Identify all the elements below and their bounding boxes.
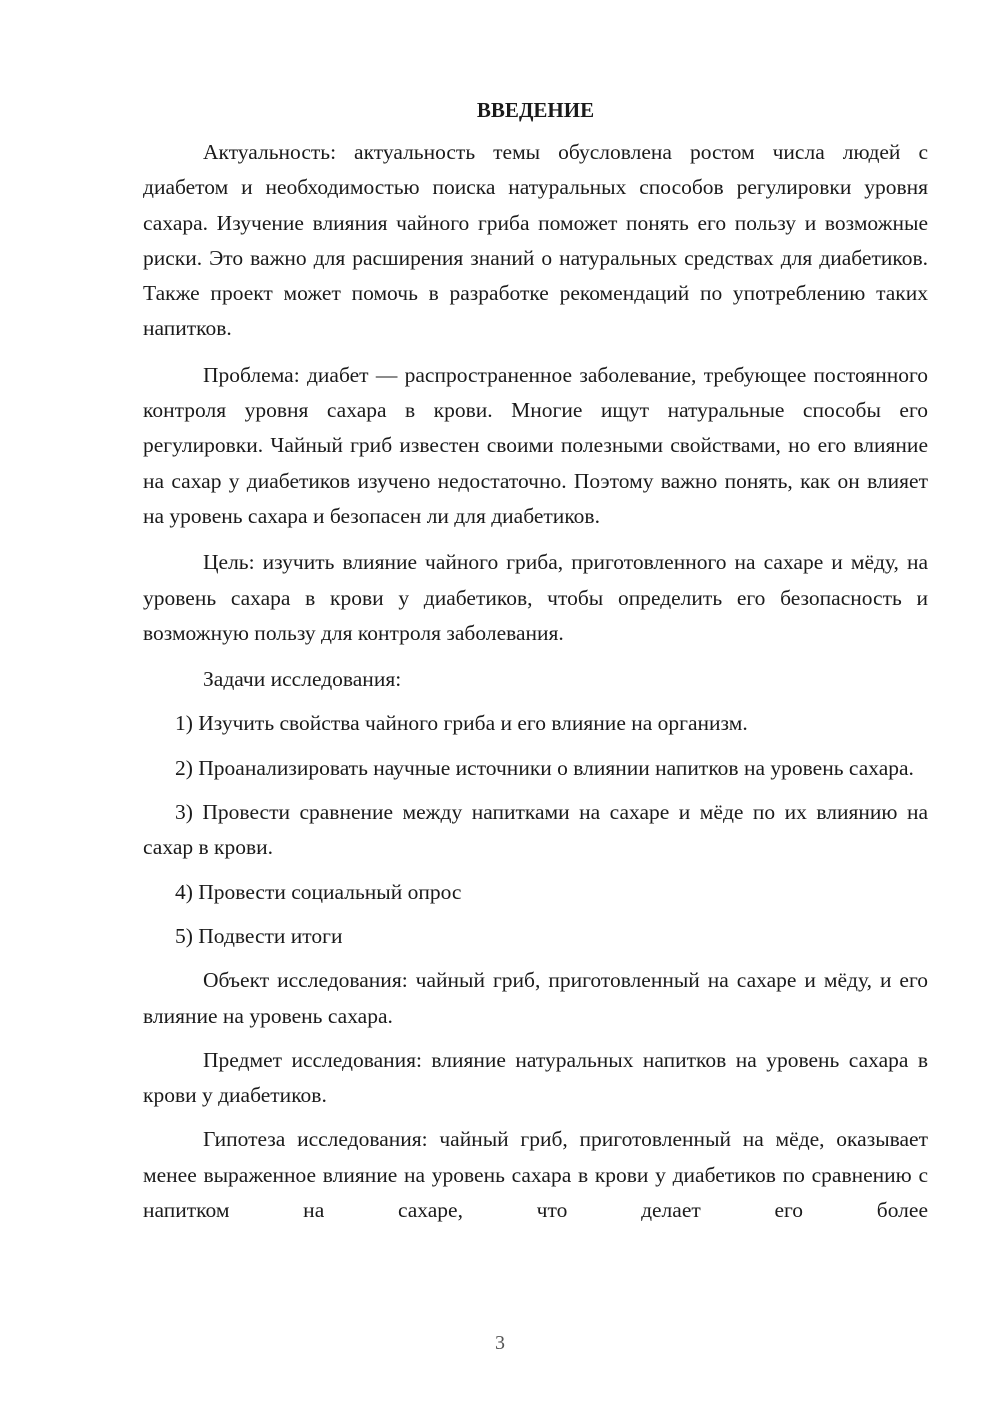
paragraph-problem: Проблема: диабет — распространенное заболевание, требующее постоянного контроля уровня сахара в крови. Многие ищут натуральные способы его регулировки. Чайный гриб известен своими полезными свойствами, но его влияние на сахар у диабетиков изучено недостаточно. Поэтому важно понять, как он влияет на уровень сахара и безопасен ли для диабетиков. bbox=[143, 362, 928, 528]
paragraph-goal: Цель: изучить влияние чайного гриба, приготовленного на сахаре и мёду, на уровень сахара в крови у диабетиков, чтобы определить его безопасность и возможную пользу для контроля заболевания. bbox=[143, 550, 928, 645]
document-page bbox=[143, 93, 928, 1228]
paragraph-hypothesis: Гипотеза исследования: чайный гриб, приготовленный на мёде, оказывает менее выраженное влияние на уровень сахара в крови у диабетиков по сравнению с напитком на сахаре, что делает его более bbox=[143, 1127, 928, 1223]
paragraph-object: Объект исследования: чайный гриб, приготовленный на сахаре и мёду, и его влияние на уровень сахара. bbox=[143, 968, 928, 1028]
task-item: 2) Проанализировать научные источники о влиянии напитков на уровень сахара. bbox=[175, 755, 914, 780]
task-item: 4) Провести социальный опрос bbox=[175, 879, 462, 904]
task-item: 1) Изучить свойства чайного гриба и его влияние на организм. bbox=[175, 711, 748, 736]
paragraph-tasks-title: Задачи исследования: bbox=[203, 667, 402, 692]
task-item: 5) Подвести итоги bbox=[175, 923, 343, 948]
paragraph-relevance: Актуальность: актуальность темы обусловлена ростом числа людей с диабетом и необходимостью поиска натуральных способов регулировки уровня сахара. Изучение влияния чайного гриба поможет понять его пользу и возможные риски. Это важно для расширения знаний о натуральных средствах для диабетиков. Также проект может помочь в разработке рекомендаций по употреблению таких напитков. bbox=[143, 140, 928, 341]
section-heading: ВВЕДЕНИЕ bbox=[476, 98, 595, 122]
page-number: 3 bbox=[495, 1332, 505, 1354]
paragraph-subject: Предмет исследования: влияние натуральных напитков на уровень сахара в крови у диабетиков. bbox=[143, 1047, 928, 1108]
task-item: 3) Провести сравнение между напитками на сахаре и мёде по их влиянию на сахар в крови. bbox=[143, 800, 928, 860]
